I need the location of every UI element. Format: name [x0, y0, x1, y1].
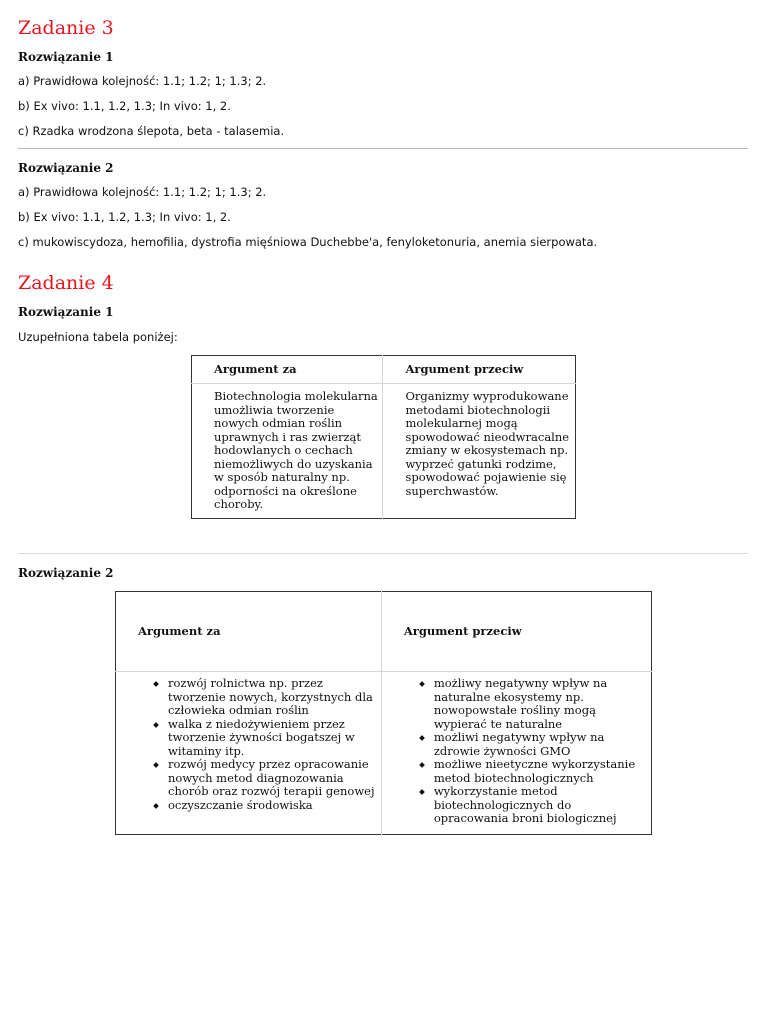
section-divider [18, 553, 748, 554]
table-row [192, 384, 576, 519]
z3-s1-answer-c: c) Rzadka wrodzona ślepota, beta - talasemia. [18, 124, 285, 138]
cell-argument-against: Organizmy wyprodukowane metodami biotechnologii molekularnej mogą spowodować nieodwracalne zmiany w ekosystemach np. wyprzeć gatunki rodzime, spowodować pojawienie się superchwastów. [383, 384, 576, 519]
list-item: rozwój medycy przez opracowanie nowych metod diagnozowania chorób oraz rozwój terapii genowej [168, 758, 377, 799]
z4-solution-2-heading: Rozwiązanie 2 [18, 566, 114, 580]
z3-s1-answer-a: a) Prawidłowa kolejność: 1.1; 1.2; 1; 1.3; 2. [18, 74, 267, 88]
arguments-table-1 [191, 355, 576, 519]
table-header-row [192, 356, 576, 384]
list-item: walka z niedożywieniem przez tworzenie żywności bogatszej w witaminy itp. [168, 718, 377, 759]
list-item: wykorzystanie metod biotechnologicznych do opracowania broni biologicznej [434, 785, 647, 826]
header-argument-for: Argument za [116, 592, 382, 672]
arguments-against-list [382, 677, 647, 826]
z4-s1-intro: Uzupełniona tabela poniżej: [18, 330, 178, 344]
zadanie-3-heading: Zadanie 3 [18, 17, 114, 39]
list-item: możliwi negatywny wpływ na zdrowie żywności GMO [434, 731, 647, 758]
z4-solution-1-heading: Rozwiązanie 1 [18, 305, 114, 319]
z3-s1-answer-b: b) Ex vivo: 1.1, 1.2, 1.3; In vivo: 1, 2. [18, 99, 231, 113]
table-row [116, 672, 652, 835]
z3-s2-answer-a: a) Prawidłowa kolejność: 1.1; 1.2; 1; 1.3; 2. [18, 185, 267, 199]
z3-s2-answer-b: b) Ex vivo: 1.1, 1.2, 1.3; In vivo: 1, 2. [18, 210, 231, 224]
cell-argument-for: Biotechnologia molekularna umożliwia tworzenie nowych odmian roślin uprawnych i ras zwierząt hodowlanych o cechach niemożliwych do uzyskania w sposób naturalny np. odporności na określone choroby. [214, 389, 378, 511]
cell-arguments-against [381, 672, 651, 835]
z3-solution-1-heading: Rozwiązanie 1 [18, 50, 114, 64]
list-item: rozwój rolnictwa np. przez tworzenie nowych, korzystnych dla człowieka odmian roślin [168, 677, 377, 718]
section-divider [18, 148, 748, 149]
list-item: oczyszczanie środowiska [168, 799, 377, 813]
list-item: możliwe nieetyczne wykorzystanie metod biotechnologicznych [434, 758, 647, 785]
table-header-row [116, 592, 652, 672]
list-item: możliwy negatywny wpływ na naturalne ekosystemy np. nowopowstałe rośliny mogą wypierać te naturalne [434, 677, 647, 731]
header-argument-against: Argument przeciw [383, 356, 576, 384]
z3-s2-answer-c: c) mukowiscydoza, hemofilia, dystrofia mięśniowa Duchebbe'a, fenyloketonuria, anemia sierpowata. [18, 235, 598, 249]
cell-arguments-for [116, 672, 382, 835]
zadanie-4-heading: Zadanie 4 [18, 272, 114, 294]
arguments-table-2 [115, 591, 652, 835]
arguments-for-list [116, 677, 377, 812]
z3-solution-2-heading: Rozwiązanie 2 [18, 161, 114, 175]
header-argument-for: Argument za [192, 356, 383, 384]
header-argument-against: Argument przeciw [381, 592, 651, 672]
